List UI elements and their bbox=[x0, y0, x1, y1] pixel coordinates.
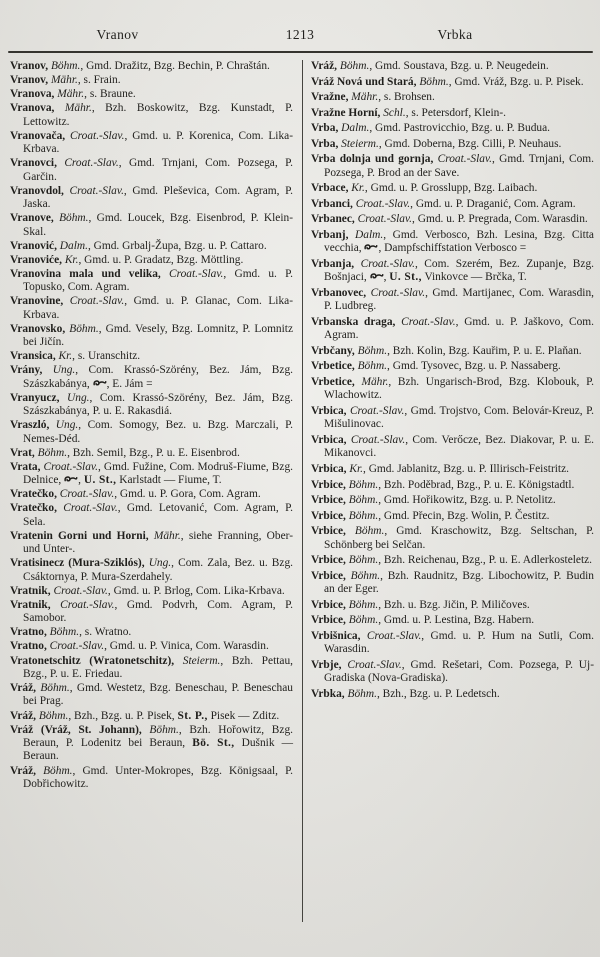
entry-text: , Bzh. Kolin, Bzg. Kauřim, P. u. E. Plaňan. bbox=[387, 344, 582, 357]
gazetteer-entry bbox=[10, 212, 293, 239]
entry-text: , Gmd. u. P. Brlog, Com. Lika-Krbava. bbox=[107, 584, 285, 597]
region-abbr: Dalm. bbox=[355, 228, 384, 241]
region-abbr: Mähr. bbox=[64, 102, 92, 115]
gazetteer-entry bbox=[10, 724, 293, 764]
region-abbr: Croat.-Slav. bbox=[349, 405, 405, 418]
gazetteer-entry bbox=[10, 599, 293, 626]
region-abbr: Böhm. bbox=[40, 682, 70, 695]
entry-headword: Vratnik, bbox=[10, 598, 61, 611]
header-right-title: Vrbka bbox=[437, 27, 473, 42]
entry-text: , siehe Franning, Ober- und Unter-. bbox=[23, 529, 294, 556]
region-abbr: Croat.-Slav. bbox=[69, 184, 124, 197]
region-abbr: Kr. bbox=[64, 253, 79, 266]
posthorn-icon bbox=[370, 272, 384, 281]
entry-headword: Vrbanj, bbox=[311, 228, 356, 241]
header-left-title: Vranov bbox=[96, 27, 139, 42]
entry-headword: Vratonetschitz (Wratonetschitz), bbox=[10, 654, 183, 667]
entry-headword: Vrbčany, bbox=[311, 344, 358, 357]
entry-text: , Bzh. u. Bzg. Jičin, P. Miličoves. bbox=[378, 598, 530, 611]
region-abbr: Böhm. bbox=[357, 360, 388, 373]
entry-text: , Gmd. Trnjani, Com. Pozsega, P. Brod an der Save. bbox=[324, 153, 594, 179]
entry-headword: Vrbica, bbox=[311, 434, 351, 447]
entry-headword: Vrbice, bbox=[311, 509, 349, 522]
entry-text: , Gmd. Kraschowitz, Bzg. Seltschan, P. Schönberg bei Selčan. bbox=[324, 525, 594, 551]
entry-text: , Bzh. Poděbrad, Bzg., P. u. E. Königstadtl. bbox=[378, 478, 575, 491]
entry-text: , Gmd. Trojstvo, Com. Belovár-Kreuz, P. Mišulinovac. bbox=[324, 405, 594, 431]
entry-headword: Vrbica, bbox=[311, 463, 350, 476]
gazetteer-entry bbox=[311, 153, 594, 180]
posthorn-icon bbox=[64, 475, 78, 484]
entry-text: , Gmd. u. P. Topusko, Com. Agram. bbox=[23, 267, 294, 294]
gazetteer-entry bbox=[10, 530, 293, 557]
region-abbr: Croat.-Slav. bbox=[60, 598, 115, 611]
entry-text: , Gmd. Vesely, Bzg. Lomnitz, P. Lomnitz bei Jičín. bbox=[23, 322, 294, 349]
gazetteer-entry bbox=[10, 765, 293, 792]
entry-text: , Com. Zala, Bez. u. Bzg. Csáktornya, P. Mura-Szerdahely. bbox=[23, 557, 293, 583]
region-abbr: Mähr. bbox=[50, 74, 78, 87]
entry-text: , Com. Krassó-Szörény, Bez. Jám, Bzg. Szászkabánya, bbox=[23, 364, 293, 390]
region-abbr: Ung. bbox=[148, 557, 172, 570]
entry-text: , Com. Szerém, Bez. Zupanje, Bzg. Bošnjaci, bbox=[324, 257, 594, 284]
entry-text: , Gmd. u. P. Draganić, Com. Agram. bbox=[410, 197, 576, 210]
region-abbr: Böhm. bbox=[59, 212, 89, 225]
entry-headword: Vratečko, bbox=[10, 502, 64, 515]
region-abbr: Croat.-Slav. bbox=[437, 153, 493, 166]
region-abbr: Croat.-Slav. bbox=[355, 197, 411, 210]
gazetteer-entry bbox=[10, 185, 293, 212]
region-abbr: Böhm. bbox=[37, 446, 68, 459]
region-abbr: Böhm. bbox=[419, 75, 449, 88]
entry-text: , Gmd. u. P. Korenica, Com. Lika-Krbava. bbox=[23, 129, 294, 156]
gazetteer-entry bbox=[311, 360, 594, 373]
region-abbr: Böhm. bbox=[357, 344, 388, 357]
region-abbr: Ung. bbox=[52, 364, 76, 377]
entry-text: , Gmd. u. P. Gora, Com. Agram. bbox=[114, 488, 261, 501]
entry-headword: Vráž, bbox=[10, 764, 44, 777]
region-abbr: Croat.-Slav. bbox=[401, 315, 456, 328]
region-abbr: Croat.-Slav. bbox=[64, 157, 119, 170]
region-abbr: Croat.-Slav. bbox=[53, 584, 108, 597]
entry-headword: Vranoviće, bbox=[10, 253, 65, 266]
entry-headword: Vražne Horní, bbox=[311, 106, 384, 119]
entry-text: , Gmd. Podvrh, Com. Agram, P. Samobor. bbox=[23, 598, 293, 625]
entry-text: , Gmd. Westetz, Bzg. Beneschau, P. Beneschau bei Prag. bbox=[23, 682, 293, 708]
entry-headword: Vrbice, bbox=[311, 554, 349, 567]
entry-text: , Gmd. u. P. Hum na Sutli, Com. Warasdin. bbox=[324, 629, 594, 656]
entry-headword: Vrbetice, bbox=[311, 376, 362, 389]
header-rule bbox=[8, 51, 593, 53]
entry-text: , Gmd. u. P. Lestina, Bzg. Habern. bbox=[378, 614, 535, 627]
entry-text: , Bzh. Reichenau, Bzg., P. u. E. Adlerkosteletz. bbox=[378, 554, 593, 567]
entry-headword: Vranovci, bbox=[10, 157, 65, 170]
region-abbr: Böhm. bbox=[347, 687, 377, 700]
gazetteer-entry bbox=[10, 655, 293, 682]
entry-text: , Gmd. Fužine, Com. Modruš-Fiume, Bzg. Delnice, bbox=[23, 460, 293, 487]
entry-headword: Vrbica, bbox=[311, 405, 350, 418]
gazetteer-entry bbox=[311, 479, 594, 492]
gazetteer-entry bbox=[311, 122, 594, 135]
gazetteer-entry bbox=[10, 585, 293, 598]
entry-text: , Gmd. Martijanec, Com. Warasdin, P. Ludbreg. bbox=[324, 286, 595, 313]
region-abbr: Mähr. bbox=[153, 529, 181, 542]
entry-text: , Gmd. Hořikowitz, Bzg. u. P. Netolitz. bbox=[378, 494, 556, 507]
region-abbr: Böhm. bbox=[350, 569, 381, 582]
gazetteer-entry bbox=[311, 258, 594, 285]
entry-text: , s. Uranschitz. bbox=[72, 350, 141, 363]
gazetteer-entry bbox=[311, 599, 594, 612]
gazetteer-entry bbox=[10, 350, 293, 363]
gazetteer-entry bbox=[311, 182, 594, 195]
region-abbr: Böhm. bbox=[354, 525, 385, 538]
entry-headword: Vrbanec, bbox=[311, 213, 358, 226]
region-abbr: Croat.-Slav. bbox=[366, 629, 422, 642]
gazetteer-entry bbox=[10, 488, 293, 501]
gazetteer-entry bbox=[311, 614, 594, 627]
entry-text: , Gmd. Loucek, Bzg. Eisenbrod, P. Klein-Skal. bbox=[23, 212, 293, 238]
region-abbr: Croat.-Slav. bbox=[360, 257, 416, 270]
region-abbr: Steierm. bbox=[341, 137, 379, 150]
entry-headword: Vráž (Vráž, St. Johann), bbox=[10, 723, 150, 736]
region-abbr: Böhm. bbox=[348, 478, 379, 491]
entry-headword: Vratno, bbox=[10, 640, 50, 653]
posthorn-icon bbox=[364, 243, 378, 252]
gazetteer-entry bbox=[10, 502, 293, 529]
entry-headword: Vrbanja, bbox=[311, 257, 361, 270]
entry-text: , Gmd. Verbosco, Bzh. Lesina, Bzg. Citta vecchia, bbox=[324, 228, 594, 255]
region-abbr: Croat.-Slav. bbox=[350, 434, 406, 447]
region-abbr: Croat.-Slav. bbox=[168, 267, 224, 280]
column-divider bbox=[302, 60, 303, 922]
entry-headword: Vranović, bbox=[10, 239, 60, 252]
entry-text: , Gmd. Pastrovicchio, Bzg. u. P. Budua. bbox=[369, 122, 551, 135]
entry-headword: Vrba, bbox=[311, 122, 342, 135]
entry-headword: Vrbanska draga, bbox=[311, 315, 402, 328]
entry-text: , Gmd. Soustava, Bzg. u. P. Neugedein. bbox=[369, 60, 549, 72]
entry-text: , Gmd. u. P. Vinica, Com. Warasdin. bbox=[104, 640, 269, 653]
entry-text: , Bzh., Bzg. u. P. Ledetsch. bbox=[376, 687, 500, 700]
gazetteer-entry bbox=[10, 157, 293, 184]
entry-headword: Vranyucz, bbox=[10, 391, 68, 404]
entry-headword: Vrat, bbox=[10, 446, 38, 459]
region-abbr: Croat.-Slav. bbox=[70, 129, 125, 142]
region-abbr: Mähr. bbox=[351, 91, 379, 104]
entry-text: , Bzh. Raudnitz, Bzg. Libochowitz, P. Budin an der Eger. bbox=[324, 569, 595, 596]
entry-text: , Com. Somogy, Bez. u. Bzg. Marczali, P. Nemes-Déd. bbox=[23, 419, 293, 445]
region-abbr: Ung. bbox=[67, 391, 90, 404]
entry-text: , Gmd. Grbalj-Župa, Bzg. u. P. Cattaro. bbox=[87, 239, 267, 252]
entry-text: Pisek — Zditz. bbox=[207, 709, 280, 722]
entry-headword: Vranovine, bbox=[10, 295, 70, 308]
gazetteer-entry bbox=[311, 91, 594, 104]
entry-text: , Bzh. Boskowitz, Bzg. Kunstadt, P. Lettowitz. bbox=[23, 102, 294, 128]
region-abbr: Böhm. bbox=[348, 509, 379, 522]
entry-text: , Bzh., Bzg. u. P. Pisek, bbox=[68, 709, 178, 722]
gazetteer-entry bbox=[10, 461, 293, 488]
entry-headword: Vrbje, bbox=[311, 658, 348, 671]
gazetteer-entry bbox=[311, 345, 594, 358]
entry-text: , Gmd. Přecin, Bzg. Wolin, P. Čestitz. bbox=[378, 509, 550, 522]
entry-headword: Vranovdol, bbox=[10, 184, 70, 197]
columns-container bbox=[10, 60, 594, 922]
station-abbr: U. St., bbox=[83, 474, 117, 487]
gazetteer-entry bbox=[311, 60, 594, 73]
entry-text: , Bzh. Semil, Bzg., P. u. E. Eisenbrod. bbox=[67, 446, 240, 459]
entry-text: Vinkovce — Brčka, T. bbox=[421, 271, 527, 284]
region-abbr: Ung. bbox=[55, 419, 79, 432]
gazetteer-entry bbox=[10, 254, 293, 267]
entry-text: , Gmd. u. P. Grosslupp, Bzg. Laibach. bbox=[364, 182, 538, 195]
entry-text: , Gmd. Trnjani, Com. Pozsega, P. Garčin. bbox=[23, 157, 293, 183]
entry-headword: Vranovina mala und velika, bbox=[10, 267, 169, 280]
entry-headword: Vrbice, bbox=[311, 614, 349, 627]
region-abbr: Mähr. bbox=[57, 88, 85, 101]
entry-text: , Gmd. Jablanitz, Bzg. u. P. Illirisch-Feistritz. bbox=[363, 463, 569, 476]
page-header bbox=[0, 27, 600, 47]
gazetteer-entry bbox=[311, 688, 594, 701]
region-abbr: Mähr. bbox=[361, 376, 389, 389]
region-abbr: Kr. bbox=[349, 463, 364, 476]
station-abbr: Bö. St., bbox=[192, 737, 235, 750]
entry-headword: Vraszló, bbox=[10, 419, 56, 432]
gazetteer-entry bbox=[311, 76, 594, 89]
gazetteer-entry bbox=[10, 364, 293, 391]
entry-headword: Vrata, bbox=[10, 460, 44, 473]
gazetteer-entry bbox=[10, 268, 293, 295]
gazetteer-entry bbox=[311, 316, 594, 343]
gazetteer-entry bbox=[311, 198, 594, 211]
entry-headword: Vrbanovec, bbox=[311, 286, 371, 299]
gazetteer-entry bbox=[10, 419, 293, 446]
entry-headword: Vrbetice, bbox=[311, 360, 358, 373]
region-abbr: Kr. bbox=[351, 182, 365, 195]
region-abbr: Croat.-Slav. bbox=[59, 488, 115, 501]
gazetteer-entry bbox=[10, 682, 293, 709]
region-abbr: Croat.-Slav. bbox=[357, 213, 413, 226]
entry-headword: Vrbice, bbox=[311, 598, 349, 611]
gazetteer-entry bbox=[311, 434, 594, 461]
gazetteer-entry bbox=[311, 287, 594, 314]
region-abbr: Croat.-Slav. bbox=[49, 640, 105, 653]
entry-text: , bbox=[78, 474, 84, 487]
region-abbr: Steierm. bbox=[182, 654, 221, 667]
region-abbr: Croat.-Slav. bbox=[43, 460, 98, 473]
entry-text: , bbox=[383, 271, 390, 284]
entry-headword: Vranov, bbox=[10, 60, 51, 72]
gazetteer-entry bbox=[10, 60, 293, 73]
region-abbr: Böhm. bbox=[348, 554, 379, 567]
region-abbr: Dalm. bbox=[59, 239, 88, 252]
entry-headword: Vransica, bbox=[10, 350, 59, 363]
region-abbr: Böhm. bbox=[339, 60, 370, 72]
entry-headword: Vrbice, bbox=[311, 478, 349, 491]
gazetteer-entry bbox=[10, 626, 293, 639]
region-abbr: Dalm. bbox=[341, 122, 370, 135]
region-abbr: Croat.-Slav. bbox=[370, 286, 426, 299]
entry-headword: Vratisinecz (Mura-Sziklós), bbox=[10, 557, 149, 570]
gazetteer-entry bbox=[311, 494, 594, 507]
entry-text: , Gmd. u. P. Gradatz, Bzg. Möttling. bbox=[78, 253, 244, 266]
entry-headword: Vrbice, bbox=[311, 494, 349, 507]
entry-text: , Dampfschiffstation Verbosco = bbox=[378, 242, 527, 255]
gazetteer-entry bbox=[10, 240, 293, 253]
gazetteer-entry bbox=[311, 107, 594, 120]
entry-headword: Vranova, bbox=[10, 102, 65, 115]
gazetteer-entry bbox=[10, 392, 293, 419]
entry-text: , Com. Krassó-Szörény, Bez. Jám, Bzg. Szászkabánya, P. u. E. Rakasdiá. bbox=[23, 391, 293, 418]
region-abbr: Croat.-Slav. bbox=[347, 658, 402, 671]
gazetteer-entry bbox=[311, 554, 594, 567]
gazetteer-entry bbox=[311, 405, 594, 432]
entry-headword: Vranova, bbox=[10, 88, 58, 101]
entry-text: , Gmd. Doberna, Bzg. Cilli, P. Neuhaus. bbox=[378, 137, 562, 150]
entry-headword: Vrba dolnja und gornja, bbox=[311, 153, 438, 166]
gazetteer-column-left bbox=[10, 60, 293, 792]
gazetteer-entry bbox=[10, 447, 293, 460]
region-abbr: Croat.-Slav. bbox=[63, 502, 118, 515]
gazetteer-entry bbox=[10, 295, 293, 322]
entry-text: Karlstadt — Fiume, T. bbox=[116, 474, 222, 487]
entry-text: , Gmd. Vráž, Bzg. u. P. Pisek. bbox=[448, 75, 584, 88]
gazetteer-entry bbox=[311, 525, 594, 552]
entry-headword: Vrbace, bbox=[311, 182, 352, 195]
gazetteer-entry bbox=[10, 557, 293, 584]
entry-headword: Vráž Nová und Stará, bbox=[311, 75, 420, 88]
region-abbr: Böhm. bbox=[38, 709, 69, 722]
gazetteer-entry bbox=[10, 88, 293, 101]
entry-text: , Bzh. Ungarisch-Brod, Bzg. Klobouk, P. Wlachowitz. bbox=[324, 376, 594, 402]
entry-text: , E. Jám = bbox=[106, 377, 153, 390]
entry-headword: Vrbice, bbox=[311, 569, 351, 582]
entry-headword: Vrbišnica, bbox=[311, 629, 367, 642]
gazetteer-entry bbox=[311, 229, 594, 256]
gazetteer-entry bbox=[10, 640, 293, 653]
region-abbr: Böhm. bbox=[43, 764, 73, 777]
entry-text: , s. Braune. bbox=[84, 88, 136, 101]
region-abbr: Kr. bbox=[58, 350, 73, 363]
entry-headword: Vrba, bbox=[311, 137, 342, 150]
entry-headword: Vranov, bbox=[10, 74, 51, 87]
entry-text: , Gmd. u. P. Pregrada, Com. Warasdin. bbox=[412, 213, 588, 226]
entry-headword: Vráž, bbox=[10, 682, 41, 695]
entry-text: , Gmd. u. P. Jaškovo, Com. Agram. bbox=[324, 315, 594, 342]
entry-headword: Vrbka, bbox=[311, 687, 348, 700]
entry-text: , Bzh. Hořowitz, Bzg. Beraun, P. Lodenitz bei Beraun, bbox=[23, 723, 293, 750]
gazetteer-entry bbox=[10, 710, 293, 723]
entry-headword: Vráž, bbox=[10, 709, 39, 722]
gazetteer-column-right bbox=[311, 60, 594, 703]
entry-text: , s. Frain. bbox=[77, 74, 121, 87]
entry-headword: Vratno, bbox=[10, 626, 50, 639]
gazetteer-entry bbox=[311, 138, 594, 151]
entry-text: , s. Brohsen. bbox=[378, 91, 435, 104]
entry-text: , Gmd. Dražitz, Bzg. Bechin, P. Chraštán. bbox=[80, 60, 270, 72]
entry-text: , s. Wratno. bbox=[79, 626, 132, 639]
entry-text: , Gmd. Tysovec, Bzg. u. P. Nassaberg. bbox=[387, 360, 561, 373]
region-abbr: Böhm. bbox=[348, 614, 379, 627]
gazetteer-entry bbox=[311, 376, 594, 403]
entry-headword: Vranovača, bbox=[10, 129, 71, 142]
gazetteer-entry bbox=[311, 463, 594, 476]
entry-headword: Vražne, bbox=[311, 91, 352, 104]
region-abbr: Böhm. bbox=[348, 598, 379, 611]
gazetteer-entry bbox=[10, 74, 293, 87]
gazetteer-entry bbox=[311, 213, 594, 226]
entry-headword: Vráž, bbox=[311, 60, 340, 72]
region-abbr: Böhm. bbox=[49, 626, 80, 639]
gazetteer-entry bbox=[10, 130, 293, 157]
gazetteer-entry bbox=[10, 102, 293, 129]
gazetteer-entry bbox=[311, 659, 594, 686]
gazetteer-entry bbox=[311, 630, 594, 657]
entry-headword: Vratnik, bbox=[10, 584, 54, 597]
page-number: 1213 bbox=[285, 27, 315, 42]
station-abbr: St. P., bbox=[177, 709, 208, 722]
entry-text: , Com. Verőcze, Bez. Diakovar, P. u. E. Mikanovci. bbox=[324, 434, 594, 460]
gazetteer-entry bbox=[311, 570, 594, 597]
entry-text: Dušnik — Beraun. bbox=[23, 737, 293, 763]
entry-text: , s. Petersdorf, Klein-. bbox=[405, 106, 506, 119]
region-abbr: Böhm. bbox=[348, 494, 379, 507]
gazetteer-entry bbox=[311, 510, 594, 523]
region-abbr: Böhm. bbox=[69, 322, 99, 335]
region-abbr: Schl. bbox=[383, 106, 406, 119]
region-abbr: Böhm. bbox=[50, 60, 81, 72]
posthorn-icon bbox=[93, 379, 107, 388]
entry-headword: Vrbice, bbox=[311, 525, 355, 538]
station-abbr: U. St., bbox=[389, 271, 422, 284]
entry-text: , Gmd. Pleševica, Com. Agram, P. Jaska. bbox=[23, 184, 293, 211]
entry-text: , Gmd. Letovanić, Com. Agram, P. Sela. bbox=[23, 502, 294, 528]
entry-headword: Vrány, bbox=[10, 364, 53, 377]
entry-headword: Vranove, bbox=[10, 212, 60, 225]
entry-headword: Vranovsko, bbox=[10, 322, 70, 335]
entry-text: , Gmd. Rešetari, Com. Pozsega, P. Uj-Gradiska (Nova-Gradiska). bbox=[324, 658, 594, 685]
entry-text: , Bzh. Pettau, Bzg., P. u. E. Friedau. bbox=[23, 654, 293, 680]
entry-headword: Vratečko, bbox=[10, 488, 60, 501]
region-abbr: Croat.-Slav. bbox=[69, 295, 125, 308]
entry-headword: Vrbanci, bbox=[311, 197, 356, 210]
entry-headword: Vratenin Gorni und Horni, bbox=[10, 529, 154, 542]
region-abbr: Böhm. bbox=[149, 723, 179, 736]
gazetteer-entry bbox=[10, 323, 293, 350]
entry-text: , Gmd. Unter-Mokropes, Bzg. Königsaal, P. Dobřichowitz. bbox=[23, 764, 293, 790]
entry-text: , Gmd. u. P. Glanac, Com. Lika-Krbava. bbox=[23, 295, 293, 321]
